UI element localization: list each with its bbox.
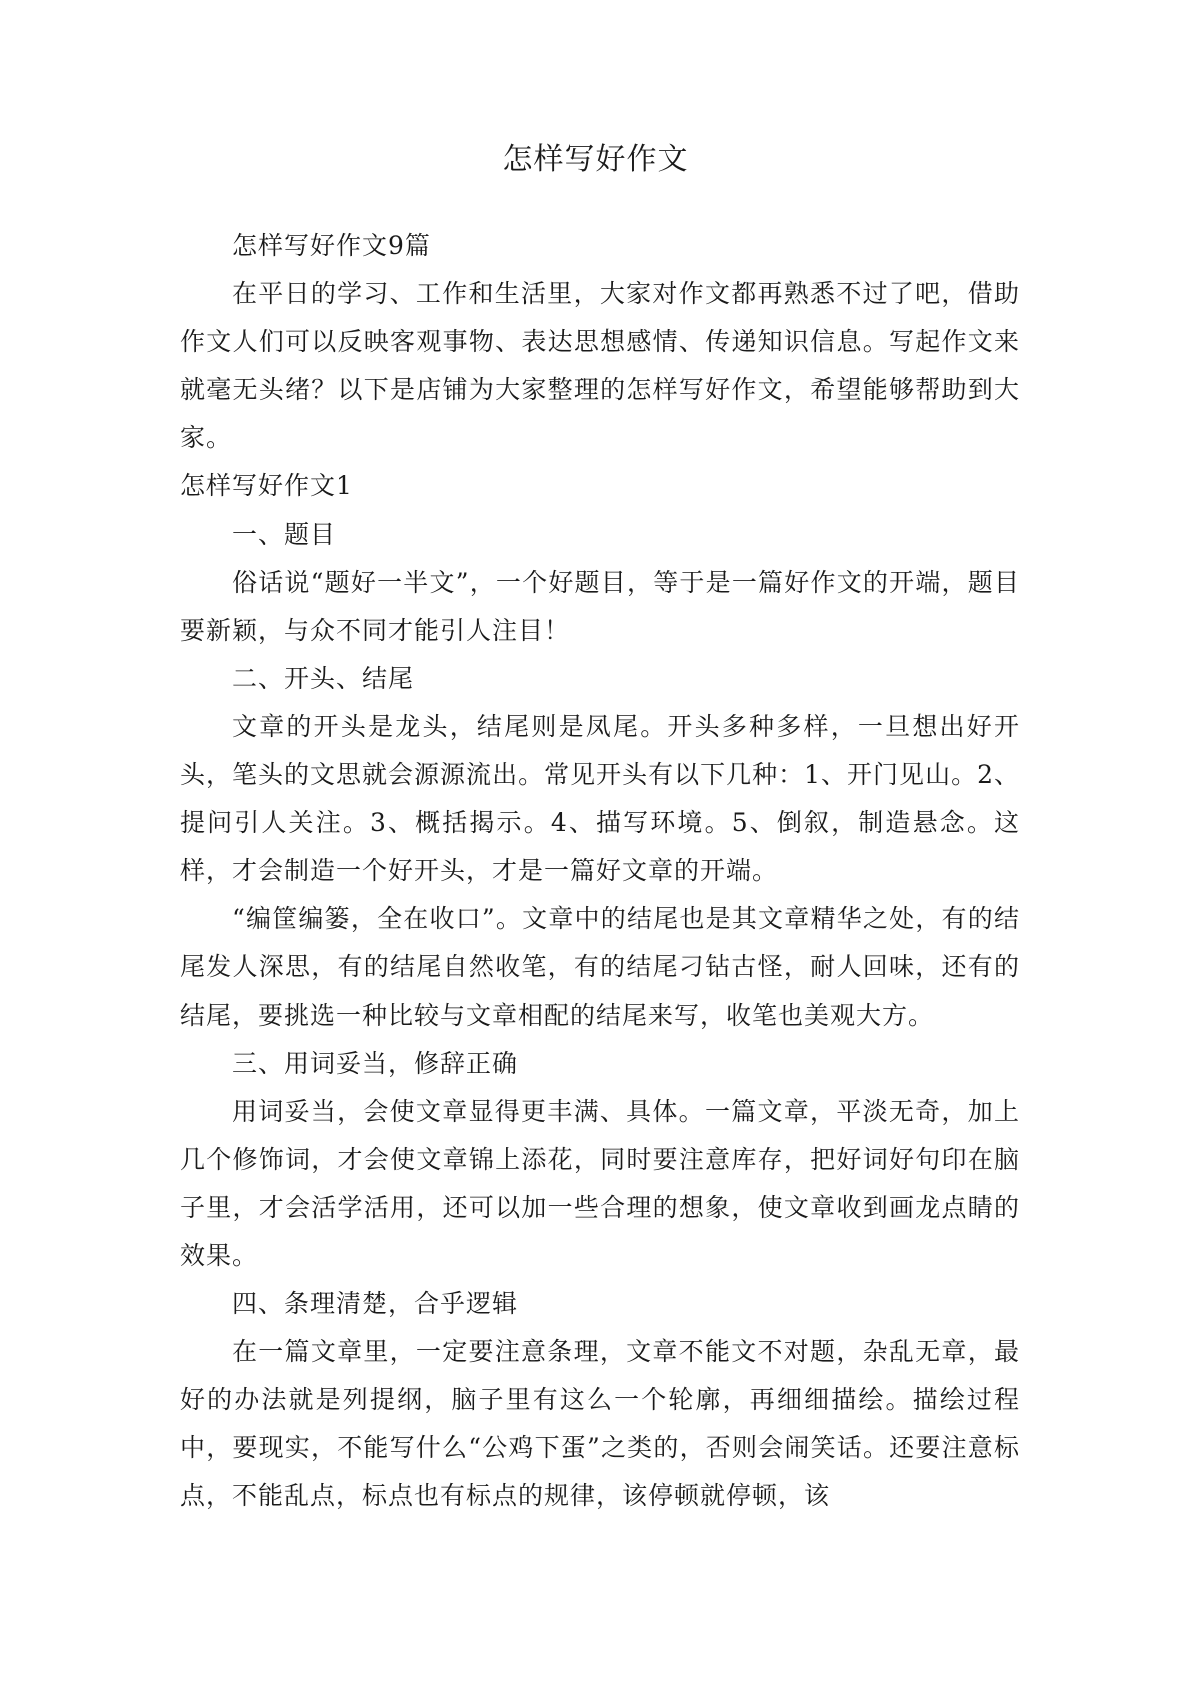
paragraph-logic: 在一篇文章里，一定要注意条理，文章不能文不对题，杂乱无章，最好的办法就是列提纲，脑子里有这么一个轮廓，再细细描绘。描绘过程中，要现实，不能写什么“公鸡下蛋”之类的，否则会闹笑话。还要注意标点，不能乱点，标点也有标点的规律，该停顿就停顿，该 xyxy=(180,1337,1020,1511)
document-body xyxy=(180,222,1020,1521)
paragraph-wording: 用词妥当，会使文章显得更丰满、具体。一篇文章，平淡无奇，加上几个修饰词，才会使文章锦上添花，同时要注意库存，把好词好句印在脑子里，才会活学活用，还可以加一些合理的想象，使文章收到画龙点睛的效果。 xyxy=(180,1096,1020,1270)
paragraph-title-topic: 俗话说“题好一半文”，一个好题目，等于是一篇好作文的开端，题目要新颖，与众不同才能引人注目！ xyxy=(180,567,1020,645)
heading-logic: 四、条理清楚，合乎逻辑 xyxy=(232,1289,519,1319)
heading-title-topic: 一、题目 xyxy=(232,519,337,549)
subtitle: 怎样写好作文9篇 xyxy=(232,231,431,260)
paragraph-ending: “编筐编篓，全在收口”。文章中的结尾也是其文章精华之处，有的结尾发人深思，有的结尾自然收笔，有的结尾刁钻古怪，耐人回味，还有的结尾，要挑选一种比较与文章相配的结尾来写，收笔也美观大方。 xyxy=(180,904,1020,1030)
section-heading-1: 怎样写好作文1 xyxy=(180,471,353,501)
document-title: 怎样写好作文 xyxy=(502,142,689,177)
paragraph-opening: 文章的开头是龙头，结尾则是凤尾。开头多种多样，一旦想出好开头，笔头的文思就会源源流出。常见开头有以下几种：1、开门见山。2、提问引人关注。3、概括揭示。4、描写环境。5、倒叙，制造悬念。这样，才会制造一个好开头，才是一篇好文章的开端。 xyxy=(180,711,1020,886)
intro-paragraph: 在平日的学习、工作和生活里，大家对作文都再熟悉不过了吧，借助作文人们可以反映客观事物、表达思想感情、传递知识信息。写起作文来就毫无头绪？以下是店铺为大家整理的怎样写好作文，希望能够帮助到大家。 xyxy=(180,279,1020,453)
heading-wording: 三、用词妥当，修辞正确 xyxy=(232,1048,519,1078)
heading-opening-ending: 二、开头、结尾 xyxy=(232,663,415,693)
